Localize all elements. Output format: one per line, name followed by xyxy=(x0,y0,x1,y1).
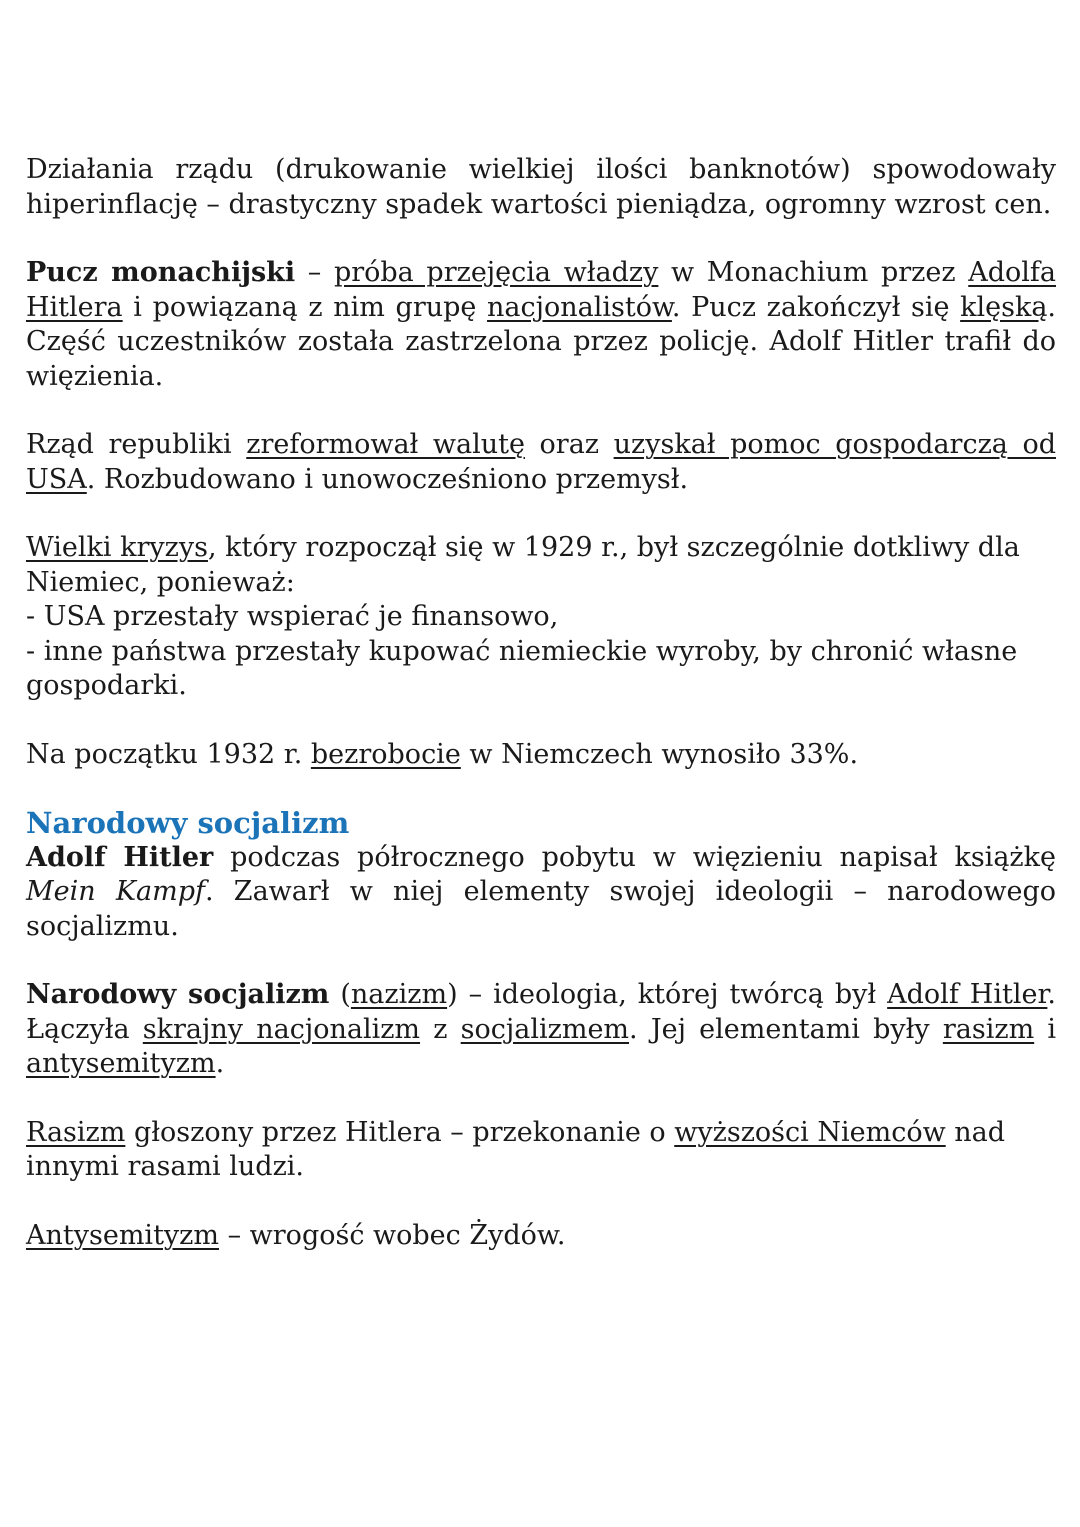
text-span: – wrogość wobec Żydów. xyxy=(219,1219,566,1251)
text-span: Rząd republiki xyxy=(26,429,247,460)
underlined-term: skrajny nacjonalizm xyxy=(142,1013,421,1045)
paragraph-munich-putsch xyxy=(26,256,1056,394)
paragraph-national-socialism xyxy=(26,978,1056,1082)
paragraph-mein-kampf xyxy=(26,841,1056,945)
text-span: . Łączyła xyxy=(26,979,1056,1045)
text-span: , który rozpoczął się w 1929 r., był szczególnie dotkliwy dla Niemiec, ponieważ: xyxy=(26,532,1020,598)
underlined-term: Wielki kryzys xyxy=(26,532,208,563)
text-span: w Niemczech wynosiło 33%. xyxy=(460,738,859,770)
list-item-text: - USA przestały wspierać je finansowo, xyxy=(26,601,559,632)
text-span: . xyxy=(215,1048,225,1079)
text-span: z xyxy=(420,1013,461,1045)
paragraph-currency-reform xyxy=(26,428,1056,497)
paragraph-text: Działania rządu (drukowanie wielkiej ilości banknotów) spowodowały hiperinflację – drastyczny spadek wartości pieniądza, ogromny wzrost cen. xyxy=(26,154,1056,220)
text-span: . Część uczestników została zastrzelona przez policję. Adolf Hitler trafił do więzienia. xyxy=(26,291,1057,392)
text-span: i xyxy=(1034,1013,1056,1045)
section-heading: Narodowy socjalizm xyxy=(26,806,350,840)
term-bold: Adolf Hitler xyxy=(26,841,214,873)
text-span: w Monachium przez xyxy=(658,257,969,288)
paragraph-hyperinflation xyxy=(26,153,1056,222)
text-span: nad innymi rasami ludzi. xyxy=(26,1116,1006,1182)
underlined-term: zreformował walutę xyxy=(246,429,525,460)
text-span: oraz xyxy=(524,429,614,460)
underlined-term: próba przejęcia władzy xyxy=(333,257,659,288)
paragraph-great-depression xyxy=(26,531,1056,600)
text-span: i powiązaną z nim grupę xyxy=(122,291,488,323)
text-span: . Zawarł w niej elementy swojej ideologii – narodowego socjalizmu. xyxy=(26,876,1056,942)
book-title: Mein Kampf xyxy=(26,876,206,907)
underlined-term: Antysemityzm xyxy=(26,1219,219,1251)
term-bold: Pucz monachijski xyxy=(26,257,296,288)
underlined-term: Adolfa Hitlera xyxy=(26,257,1056,323)
list-item-text: - inne państwa przestały kupować niemieckie wyroby, by chronić własne gospodarki. xyxy=(26,635,1018,701)
underlined-term: Rasizm xyxy=(26,1116,126,1148)
list-item xyxy=(26,635,1056,704)
underlined-term: antysemityzm xyxy=(26,1048,216,1079)
text-span: . Jej elementami były xyxy=(629,1013,943,1045)
document-page xyxy=(26,153,1056,1253)
list-item xyxy=(26,600,1056,635)
text-span: – xyxy=(295,257,334,288)
underlined-term: bezrobocie xyxy=(310,738,461,770)
underlined-term: rasizm xyxy=(942,1013,1035,1045)
text-span: . Pucz zakończył się xyxy=(671,291,961,323)
text-span: głoszony przez Hitlera – przekonanie o xyxy=(125,1116,675,1148)
paragraph-unemployment xyxy=(26,738,1056,773)
text-span: ( xyxy=(329,979,351,1010)
text-span: ) – ideologia, której twórcą był xyxy=(447,979,888,1010)
underlined-term: nazizm xyxy=(350,979,448,1010)
underlined-term: socjalizmem xyxy=(460,1013,630,1045)
text-span: . Rozbudowano i unowocześniono przemysł. xyxy=(86,463,689,495)
paragraph-antisemitism xyxy=(26,1219,1056,1254)
term-bold: Narodowy socjalizm xyxy=(26,979,330,1010)
underlined-term: wyższości Niemców xyxy=(674,1116,946,1148)
paragraph-racism xyxy=(26,1116,1056,1185)
underlined-term: Adolf Hitler xyxy=(887,979,1048,1010)
underlined-term: uzyskał pomoc gospodarczą od USA xyxy=(26,429,1057,495)
text-span: podczas półrocznego pobytu w więzieniu napisał książkę xyxy=(213,841,1056,873)
underlined-term: klęską xyxy=(960,291,1048,323)
underlined-term: nacjonalistów xyxy=(487,291,672,323)
text-span: Na początku 1932 r. xyxy=(26,738,311,770)
